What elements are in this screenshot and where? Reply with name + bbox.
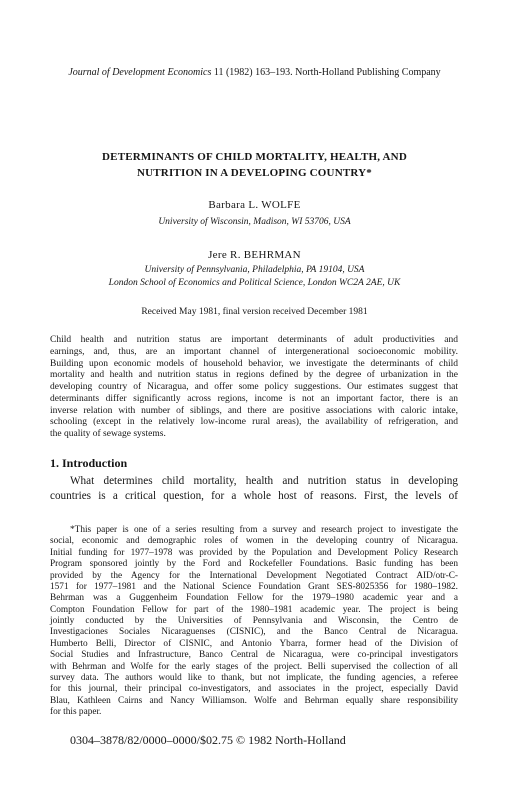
footnote-line: social, economic and demographic roles of women in the developing country of Nicaragua.	[50, 536, 458, 547]
footnote-line: Behrman was a Guggenheim Foundation Fellow for the 1979–1980 academic year and a	[50, 593, 458, 604]
footnote-line: Humberto Belli, Director of CISNIC, and Antonio Ybarra, former head of the Division of	[50, 638, 458, 649]
abstract-line: earnings, and, thus, are an important channel of intergenerational socioeconomic mobility.	[50, 346, 458, 357]
abstract-line: developing country of Nicaragua, and offer some policy suggestions. Our estimates suggest that	[50, 382, 458, 392]
footnote-line: survey data. The authors would like to thank, but not implicate, the funding agencies, a referee	[50, 672, 458, 683]
journal-name: Journal of Development Economics	[68, 67, 212, 78]
footnote	[50, 525, 458, 718]
footnote-line: 1571 for 1977–1981 and the National Science Foundation Grant SES-8025356 for 1980–1982.	[50, 581, 458, 592]
journal-header	[0, 67, 509, 78]
footnote-line: Program sponsored jointly by the Ford and Rockefeller Foundations. Basic funding has been	[50, 559, 458, 570]
footnote-line: Investigaciones Sociales Nicaraguenses (CISNIC), and the Banco Central de Nicaragua.	[50, 627, 458, 638]
abstract-line: inverse relation with number of siblings, and there are positive associations with caloric intake,	[50, 405, 458, 416]
paper-title-line-2: NUTRITION IN A DEVELOPING COUNTRY*	[136, 167, 372, 179]
paper-title-line-1: DETERMINANTS OF CHILD MORTALITY, HEALTH, AND	[102, 151, 407, 163]
abstract	[50, 335, 458, 441]
abstract-line: schooling (except in the relatively low-income rural areas), the availability of refrigeration, and	[50, 417, 458, 428]
introduction-text	[50, 474, 458, 504]
author-affiliation: University of Pennsylvania, Philadelphia, PA 19104, USA	[144, 265, 365, 275]
footnote-line: for this journal, their principal co-investigators, and associates in the project, especially David	[50, 684, 458, 695]
footnote-line: provided by the Agency for the International Development Negotiated Contract AID/otr-C-	[50, 570, 458, 581]
abstract-line: Child health and nutrition status are important determinants of adult productivities and	[50, 335, 458, 345]
footnote-line: Compton Foundation Fellow for part of the 1980–1981 academic year. The project is being	[50, 604, 458, 615]
abstract-line: mortality and health and nutrition status in regions defined by the degree of urbanization in the	[50, 370, 458, 381]
footnote-line: for this paper.	[50, 707, 102, 717]
section-heading: 1. Introduction	[50, 456, 128, 470]
footnote-line: with Behrman and Wolfe for the early stages of the project. Belli supervised the collection of all	[50, 661, 458, 672]
author-affiliation: University of Wisconsin, Madison, WI 53706, USA	[158, 217, 351, 227]
footnote-line: *This paper is one of a series resulting from a survey and research project to investigate the	[70, 525, 458, 535]
author-name: Jere R. BEHRMAN	[208, 249, 301, 261]
abstract-line: Building upon economic models of household behavior, we investigate the determinants of child	[50, 358, 458, 369]
body-line: countries is a critical question, for a whole host of reasons. First, the levels of	[50, 490, 458, 502]
abstract-line: the quality of sewage systems.	[50, 429, 166, 439]
footnote-line: Initial funding for 1977–1978 was provided by the Population and Development Policy Research	[50, 547, 458, 558]
footnote-line: jointly conducted by the Universities of Pennsylvania and Wisconsin, the Centro de	[50, 616, 458, 626]
author-affiliation: London School of Economics and Political Science, London WC2A 2AE, UK	[108, 278, 401, 288]
copyright-line: 0304–3878/82/0000–0000/$02.75 © 1982 North-Holland	[70, 733, 346, 747]
journal-details: 11 (1982) 163–193. North-Holland Publishing Company	[213, 67, 441, 78]
body-line: What determines child mortality, health and nutrition status in developing	[70, 475, 458, 487]
abstract-line: determinants differ significantly across regions, income is not an important factor, there is an	[50, 393, 458, 404]
footnote-line: Blau, Kathleen Cairns and Nancy Williamson. Wolfe and Behrman equally share responsibility	[50, 695, 458, 706]
received-dates: Received May 1981, final version received December 1981	[141, 307, 368, 317]
author-name: Barbara L. WOLFE	[208, 199, 301, 211]
footnote-line: Social Studies and Infrastructure, Banco Central de Nicaragua, were co-principal investigators	[50, 650, 458, 661]
